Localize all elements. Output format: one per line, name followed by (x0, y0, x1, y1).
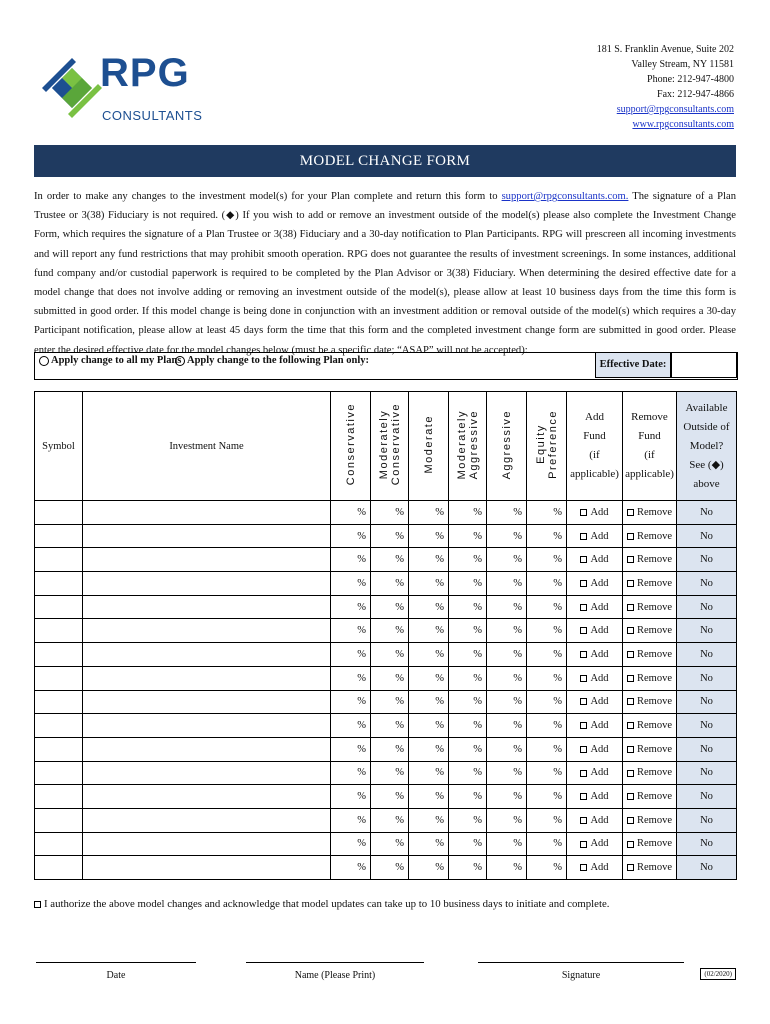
available-cell[interactable]: No (677, 808, 737, 832)
remove-checkbox[interactable]: Remove (623, 785, 677, 809)
percent-cell[interactable]: % (449, 761, 487, 785)
available-cell[interactable]: No (677, 666, 737, 690)
header-aggressive: Aggressive (487, 392, 527, 501)
table-row (35, 619, 737, 643)
header-moderate: Moderate (409, 392, 449, 501)
add-checkbox[interactable]: Add (567, 690, 623, 714)
symbol-cell[interactable] (35, 619, 83, 643)
percent-cell[interactable]: % (487, 690, 527, 714)
percent-cell[interactable]: % (331, 808, 371, 832)
available-cell[interactable]: No (677, 501, 737, 525)
checkbox-icon[interactable] (580, 793, 587, 800)
symbol-cell[interactable] (35, 572, 83, 596)
add-checkbox[interactable]: Add (567, 832, 623, 856)
checkbox-icon[interactable] (580, 722, 587, 729)
available-cell[interactable]: No (677, 737, 737, 761)
table-row (35, 501, 737, 525)
add-checkbox[interactable]: Add (567, 737, 623, 761)
address-city: Valley Stream, NY 11581 (631, 59, 734, 70)
percent-cell[interactable]: % (371, 856, 409, 880)
checkbox-icon[interactable] (627, 604, 634, 611)
percent-cell[interactable]: % (371, 595, 409, 619)
investment-name-cell[interactable] (83, 714, 331, 738)
table-row (35, 714, 737, 738)
available-cell[interactable]: No (677, 714, 737, 738)
remove-checkbox[interactable]: Remove (623, 761, 677, 785)
percent-cell[interactable]: % (527, 524, 567, 548)
table-row (35, 761, 737, 785)
signature-line[interactable] (478, 962, 684, 963)
percent-cell[interactable]: % (449, 856, 487, 880)
available-cell[interactable]: No (677, 643, 737, 667)
available-cell[interactable]: No (677, 548, 737, 572)
percent-cell[interactable]: % (449, 501, 487, 525)
percent-cell[interactable]: % (371, 785, 409, 809)
checkbox-icon[interactable] (627, 580, 634, 587)
remove-checkbox[interactable]: Remove (623, 737, 677, 761)
logo-title: RPG (100, 51, 190, 95)
logo-subtitle: CONSULTANTS (102, 108, 203, 123)
percent-cell[interactable]: % (527, 856, 567, 880)
available-cell[interactable]: No (677, 595, 737, 619)
percent-cell[interactable]: % (449, 572, 487, 596)
investment-name-cell[interactable] (83, 572, 331, 596)
symbol-cell[interactable] (35, 666, 83, 690)
percent-cell[interactable]: % (487, 832, 527, 856)
percent-cell[interactable]: % (331, 690, 371, 714)
percent-cell[interactable]: % (527, 501, 567, 525)
add-checkbox[interactable]: Add (567, 501, 623, 525)
symbol-cell[interactable] (35, 737, 83, 761)
percent-cell[interactable]: % (487, 524, 527, 548)
checkbox-icon[interactable] (580, 604, 587, 611)
checkbox-icon[interactable] (627, 746, 634, 753)
checkbox-icon[interactable] (34, 901, 41, 908)
table-row (35, 666, 737, 690)
percent-cell[interactable]: % (331, 643, 371, 667)
checkbox-icon[interactable] (627, 864, 634, 871)
percent-cell[interactable]: % (409, 832, 449, 856)
percent-cell[interactable]: % (371, 572, 409, 596)
percent-cell[interactable]: % (371, 808, 409, 832)
header-equity-preference: Equity Preference (527, 392, 567, 501)
add-checkbox[interactable]: Add (567, 714, 623, 738)
percent-cell[interactable]: % (527, 737, 567, 761)
percent-cell[interactable]: % (331, 785, 371, 809)
percent-cell[interactable]: % (371, 761, 409, 785)
header-conservative: Conservative (331, 392, 371, 501)
percent-cell[interactable]: % (371, 548, 409, 572)
percent-cell[interactable]: % (449, 832, 487, 856)
percent-cell[interactable]: % (487, 619, 527, 643)
percent-cell[interactable]: % (371, 737, 409, 761)
add-checkbox[interactable]: Add (567, 572, 623, 596)
investment-name-cell[interactable] (83, 737, 331, 761)
header-available-outside: Available Outside of Model? See (◆) above (677, 392, 737, 501)
percent-cell[interactable]: % (449, 595, 487, 619)
percent-cell[interactable]: % (527, 785, 567, 809)
table-row (35, 856, 737, 880)
remove-checkbox[interactable]: Remove (623, 501, 677, 525)
add-checkbox[interactable]: Add (567, 785, 623, 809)
available-cell[interactable]: No (677, 832, 737, 856)
investment-name-cell[interactable] (83, 856, 331, 880)
plan-selection-row (34, 352, 738, 380)
available-cell[interactable]: No (677, 572, 737, 596)
checkbox-icon[interactable] (580, 580, 587, 587)
investment-name-cell[interactable] (83, 785, 331, 809)
checkbox-icon[interactable] (627, 817, 634, 824)
table-row (35, 785, 737, 809)
percent-cell[interactable]: % (371, 666, 409, 690)
percent-cell[interactable]: % (331, 595, 371, 619)
investment-name-cell[interactable] (83, 524, 331, 548)
symbol-cell[interactable] (35, 501, 83, 525)
percent-cell[interactable]: % (409, 785, 449, 809)
percent-cell[interactable]: % (409, 666, 449, 690)
checkbox-icon[interactable] (627, 770, 634, 777)
checkbox-icon[interactable] (580, 770, 587, 777)
header-investment-name: Investment Name (83, 392, 331, 501)
email-link[interactable]: support@rpgconsultants.com (616, 104, 734, 115)
percent-cell[interactable]: % (487, 761, 527, 785)
checkbox-icon[interactable] (580, 841, 587, 848)
percent-cell[interactable]: % (527, 832, 567, 856)
radio-icon[interactable] (175, 356, 185, 366)
investment-name-cell[interactable] (83, 808, 331, 832)
investment-name-cell[interactable] (83, 595, 331, 619)
date-label: Date (106, 970, 126, 981)
remove-checkbox[interactable]: Remove (623, 666, 677, 690)
effective-date-label: Effective Date: (595, 352, 671, 378)
remove-checkbox[interactable]: Remove (623, 643, 677, 667)
percent-cell[interactable]: % (331, 856, 371, 880)
remove-checkbox[interactable]: Remove (623, 548, 677, 572)
table-header-row (35, 392, 737, 501)
percent-cell[interactable]: % (449, 690, 487, 714)
add-checkbox[interactable]: Add (567, 548, 623, 572)
header-moderately-conservative: Moderately Conservative (371, 392, 409, 501)
percent-cell[interactable]: % (331, 501, 371, 525)
name-line[interactable] (246, 962, 424, 963)
support-email-link[interactable]: support@rpgconsultants.com. (501, 191, 629, 202)
symbol-cell[interactable] (35, 690, 83, 714)
percent-cell[interactable]: % (409, 548, 449, 572)
percent-cell[interactable]: % (487, 808, 527, 832)
percent-cell[interactable]: % (409, 714, 449, 738)
checkbox-icon[interactable] (627, 675, 634, 682)
percent-cell[interactable]: % (371, 524, 409, 548)
percent-cell[interactable]: % (487, 856, 527, 880)
checkbox-icon[interactable] (627, 841, 634, 848)
table-row (35, 832, 737, 856)
percent-cell[interactable]: % (487, 572, 527, 596)
form-title: MODEL CHANGE FORM (34, 145, 736, 177)
checkbox-icon[interactable] (627, 651, 634, 658)
percent-cell[interactable]: % (487, 714, 527, 738)
percent-cell[interactable]: % (527, 714, 567, 738)
percent-cell[interactable]: % (331, 572, 371, 596)
percent-cell[interactable]: % (331, 761, 371, 785)
checkbox-icon[interactable] (627, 722, 634, 729)
checkbox-icon[interactable] (627, 627, 634, 634)
symbol-cell[interactable] (35, 524, 83, 548)
percent-cell[interactable]: % (449, 643, 487, 667)
checkbox-icon[interactable] (580, 746, 587, 753)
percent-cell[interactable]: % (409, 572, 449, 596)
investment-name-cell[interactable] (83, 832, 331, 856)
symbol-cell[interactable] (35, 643, 83, 667)
percent-cell[interactable]: % (527, 643, 567, 667)
percent-cell[interactable]: % (487, 595, 527, 619)
remove-checkbox[interactable]: Remove (623, 619, 677, 643)
checkbox-icon[interactable] (580, 651, 587, 658)
checkbox-icon[interactable] (580, 533, 587, 540)
symbol-cell[interactable] (35, 761, 83, 785)
checkbox-icon[interactable] (580, 817, 587, 824)
symbol-cell[interactable] (35, 856, 83, 880)
percent-cell[interactable]: % (527, 619, 567, 643)
table-row (35, 595, 737, 619)
percent-cell[interactable]: % (331, 619, 371, 643)
percent-cell[interactable]: % (371, 619, 409, 643)
table-row (35, 808, 737, 832)
checkbox-icon[interactable] (627, 793, 634, 800)
symbol-cell[interactable] (35, 785, 83, 809)
add-checkbox[interactable]: Add (567, 619, 623, 643)
percent-cell[interactable]: % (409, 595, 449, 619)
percent-cell[interactable]: % (409, 643, 449, 667)
percent-cell[interactable]: % (527, 595, 567, 619)
checkbox-icon[interactable] (580, 864, 587, 871)
instructions-paragraph: In order to make any changes to the investment model(s) for your Plan complete and return this form to support@rpgconsultants.com. The signature of a Plan Trustee or 3(38) Fiduciary is not required. (◆) If you wish to add or remove an investment outside of the model(s) please also complete the Investment Change Form, which requires the signature of a Plan Trustee or 3(38) Fiduciary and a 30-day notification to Plan Participants. RPG will prescreen all incoming investments and will report any fund restrictions that may prohibit smooth operation. RPG does not guarantee the results of investment screenings. In some instances, additional fund company and/or custodial paperwork is required to be completed by the Plan Advisor or 3(38) Fiduciary. When determining the desired effective date for a model change that does not involve adding or removing an investment outside of the model(s), please allow at least 10 business days from the time this form is submitted in good order. If this model change is being done in conjunction with an investment addition or removal outside of the model(s) which requires a 30-day Participant notification, please allow at least 45 days form the time that this form and the completed investment change form are submitted in good order. Please enter the desired effective date for the model changes below (must be a specific date; “ASAP” will not be accepted): (34, 191, 736, 356)
add-checkbox[interactable]: Add (567, 666, 623, 690)
symbol-cell[interactable] (35, 595, 83, 619)
percent-cell[interactable]: % (409, 501, 449, 525)
percent-cell[interactable]: % (409, 856, 449, 880)
percent-cell[interactable]: % (527, 548, 567, 572)
available-cell[interactable]: No (677, 690, 737, 714)
add-checkbox[interactable]: Add (567, 643, 623, 667)
add-checkbox[interactable]: Add (567, 808, 623, 832)
percent-cell[interactable]: % (487, 501, 527, 525)
checkbox-icon[interactable] (580, 627, 587, 634)
table-row (35, 737, 737, 761)
model-change-table (34, 391, 737, 880)
percent-cell[interactable]: % (371, 832, 409, 856)
header-remove-fund: Remove Fund (if applicable) (623, 392, 677, 501)
percent-cell[interactable]: % (527, 666, 567, 690)
percent-cell[interactable]: % (449, 785, 487, 809)
remove-checkbox[interactable]: Remove (623, 832, 677, 856)
percent-cell[interactable]: % (449, 619, 487, 643)
signature-label: Signature (561, 970, 601, 981)
add-checkbox[interactable]: Add (567, 856, 623, 880)
remove-checkbox[interactable]: Remove (623, 524, 677, 548)
available-cell[interactable]: No (677, 619, 737, 643)
table-row (35, 548, 737, 572)
name-label: Name (Please Print) (294, 970, 376, 981)
percent-cell[interactable]: % (371, 714, 409, 738)
checkbox-icon[interactable] (580, 698, 587, 705)
percent-cell[interactable]: % (409, 690, 449, 714)
symbol-cell[interactable] (35, 832, 83, 856)
percent-cell[interactable]: % (449, 666, 487, 690)
percent-cell[interactable]: % (487, 785, 527, 809)
available-cell[interactable]: No (677, 761, 737, 785)
percent-cell[interactable]: % (371, 501, 409, 525)
effective-date-input[interactable] (671, 352, 737, 378)
table-row (35, 643, 737, 667)
investment-name-cell[interactable] (83, 548, 331, 572)
percent-cell[interactable]: % (527, 572, 567, 596)
percent-cell[interactable]: % (449, 808, 487, 832)
percent-cell[interactable]: % (527, 761, 567, 785)
address-fax: Fax: 212-947-4866 (657, 89, 734, 100)
percent-cell[interactable]: % (487, 666, 527, 690)
remove-checkbox[interactable]: Remove (623, 572, 677, 596)
percent-cell[interactable]: % (449, 714, 487, 738)
header-moderately-aggressive: Moderately Aggressive (449, 392, 487, 501)
investment-name-cell[interactable] (83, 619, 331, 643)
investment-name-cell[interactable] (83, 761, 331, 785)
table-row (35, 524, 737, 548)
remove-checkbox[interactable]: Remove (623, 714, 677, 738)
percent-cell[interactable]: % (409, 619, 449, 643)
percent-cell[interactable]: % (409, 808, 449, 832)
percent-cell[interactable]: % (331, 714, 371, 738)
remove-checkbox[interactable]: Remove (623, 595, 677, 619)
percent-cell[interactable]: % (409, 761, 449, 785)
percent-cell[interactable]: % (449, 524, 487, 548)
investment-name-cell[interactable] (83, 643, 331, 667)
checkbox-icon[interactable] (627, 698, 634, 705)
address-phone: Phone: 212-947-4800 (647, 74, 734, 85)
date-line[interactable] (36, 962, 196, 963)
checkbox-icon[interactable] (580, 509, 587, 516)
available-cell[interactable]: No (677, 785, 737, 809)
symbol-cell[interactable] (35, 714, 83, 738)
percent-cell[interactable]: % (449, 737, 487, 761)
symbol-cell[interactable] (35, 548, 83, 572)
percent-cell[interactable]: % (487, 737, 527, 761)
table-row (35, 690, 737, 714)
add-checkbox[interactable]: Add (567, 595, 623, 619)
checkbox-icon[interactable] (627, 556, 634, 563)
checkbox-icon[interactable] (627, 533, 634, 540)
percent-cell[interactable]: % (331, 832, 371, 856)
header-symbol: Symbol (35, 392, 83, 501)
table-row (35, 572, 737, 596)
percent-cell[interactable]: % (409, 737, 449, 761)
radio-icon[interactable] (39, 356, 49, 366)
authorization-statement[interactable]: I authorize the above model changes and acknowledge that model updates can take up to 10 business days to initiate and complete. (34, 898, 609, 910)
add-checkbox[interactable]: Add (567, 761, 623, 785)
available-cell[interactable]: No (677, 856, 737, 880)
percent-cell[interactable]: % (449, 548, 487, 572)
remove-checkbox[interactable]: Remove (623, 856, 677, 880)
remove-checkbox[interactable]: Remove (623, 808, 677, 832)
percent-cell[interactable]: % (331, 548, 371, 572)
checkbox-icon[interactable] (627, 509, 634, 516)
add-checkbox[interactable]: Add (567, 524, 623, 548)
percent-cell[interactable]: % (487, 548, 527, 572)
available-cell[interactable]: No (677, 524, 737, 548)
address-block (597, 42, 734, 132)
all-plans-option[interactable]: Apply change to all my Plans (39, 355, 181, 366)
percent-cell[interactable]: % (331, 737, 371, 761)
website-link[interactable]: www.rpgconsultants.com (632, 119, 734, 130)
percent-cell[interactable]: % (331, 524, 371, 548)
percent-cell[interactable]: % (409, 524, 449, 548)
checkbox-icon[interactable] (580, 556, 587, 563)
following-plan-option[interactable]: Apply change to the following Plan only: (175, 355, 369, 366)
percent-cell[interactable]: % (527, 808, 567, 832)
header-add-fund: Add Fund (if applicable) (567, 392, 623, 501)
percent-cell[interactable]: % (487, 643, 527, 667)
investment-name-cell[interactable] (83, 666, 331, 690)
investment-name-cell[interactable] (83, 501, 331, 525)
investment-name-cell[interactable] (83, 690, 331, 714)
checkbox-icon[interactable] (580, 675, 587, 682)
percent-cell[interactable]: % (527, 690, 567, 714)
percent-cell[interactable]: % (371, 690, 409, 714)
revision-date: (02/2020) (700, 968, 736, 980)
symbol-cell[interactable] (35, 808, 83, 832)
percent-cell[interactable]: % (331, 666, 371, 690)
remove-checkbox[interactable]: Remove (623, 690, 677, 714)
percent-cell[interactable]: % (371, 643, 409, 667)
address-street: 181 S. Franklin Avenue, Suite 202 (596, 44, 734, 55)
